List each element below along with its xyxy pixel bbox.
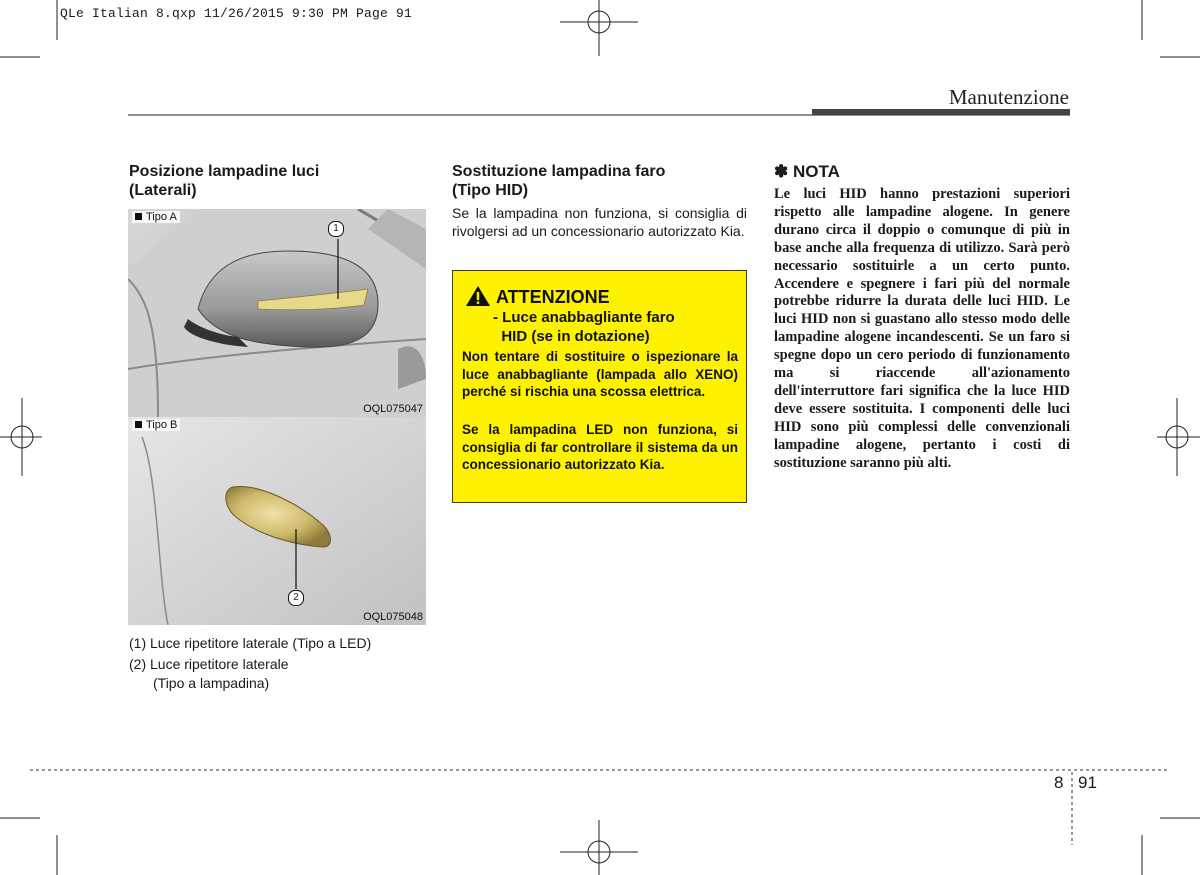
registration-mark-left xyxy=(0,398,42,476)
warning-title: ATTENZIONE xyxy=(496,287,610,307)
registration-mark-bottom xyxy=(560,820,638,875)
page-number: 91 xyxy=(1078,773,1097,792)
caption-2: (2) Luce ripetitore laterale xyxy=(129,656,289,672)
print-header: QLe Italian 8.qxp 11/26/2015 9:30 PM Page 91 xyxy=(60,6,413,21)
warning-triangle-icon xyxy=(465,285,491,307)
mirror-illustration xyxy=(128,209,426,417)
chapter-number: 8 xyxy=(1054,773,1064,792)
figure-b-code: OQL075048 xyxy=(363,611,423,623)
callout-1: 1 xyxy=(328,221,344,237)
middle-section-title: Sostituzione lampadina faro (Tipo HID) xyxy=(452,163,666,199)
figure-type-b xyxy=(128,417,426,625)
registration-mark-top xyxy=(560,0,638,56)
nota-body: Le luci HID hanno prestazioni superiori rispetto alle lampadine alogene. In genere durano circa il doppio o comunque di più in base anche alla frequenza di utilizzo. Sarà però necessario sostituirle a un certo punto. Accendere e spegnere i fari più del normale potrebbe ridurre la durata delle luci HID. Le luci HID non si guastano allo stesso modo delle lampadine alogene incandescenti. Se un faro si spegne dopo un cero periodo di funzionamento ma si riaccende all'azionamento dell'interruttore fari significa che la luce HID deve essere sostituita. I componenti delle luci HID sono più complessi delle convenzionali lampadine alogene, pertanto i costi di sostituzione saranno più alti. xyxy=(774,186,1070,471)
left-section-title: Posizione lampadine luci (Laterali) xyxy=(129,163,320,199)
middle-paragraph: Se la lampadina non funziona, si consiglia di rivolgersi ad un concessionario autorizzato Kia. xyxy=(452,205,747,239)
callout-2: 2 xyxy=(288,590,304,606)
registration-mark-right xyxy=(1157,398,1200,476)
figure-type-a xyxy=(128,209,426,417)
caption-1: (1) Luce ripetitore laterale (Tipo a LED) xyxy=(129,635,372,651)
figure-a-label xyxy=(132,211,180,223)
caption-2-continued: (Tipo a lampadina) xyxy=(153,675,270,691)
warning-box xyxy=(452,270,747,503)
figure-a-label-text: Tipo A xyxy=(146,211,177,223)
nota-title: ✽ NOTA xyxy=(774,162,840,181)
warning-paragraph-2: Se la lampadina LED non funziona, si consiglia di far controllare il sistema da un concessionario autorizzato Kia. xyxy=(462,422,738,473)
side-repeater-illustration xyxy=(128,417,426,625)
figure-b-label xyxy=(132,419,180,431)
section-header: Manutenzione xyxy=(948,85,1069,109)
figure-b-label-text: Tipo B xyxy=(146,419,178,431)
figure-a-code: OQL075047 xyxy=(363,403,423,415)
warning-subtitle: - Luce anabbagliante faro HID (se in dotazione) xyxy=(493,309,675,345)
warning-paragraph-1: Non tentare di sostituire o ispezionare la luce anabbagliante (lampada allo XENO) perché si rischia una scossa elettrica. xyxy=(462,349,738,400)
